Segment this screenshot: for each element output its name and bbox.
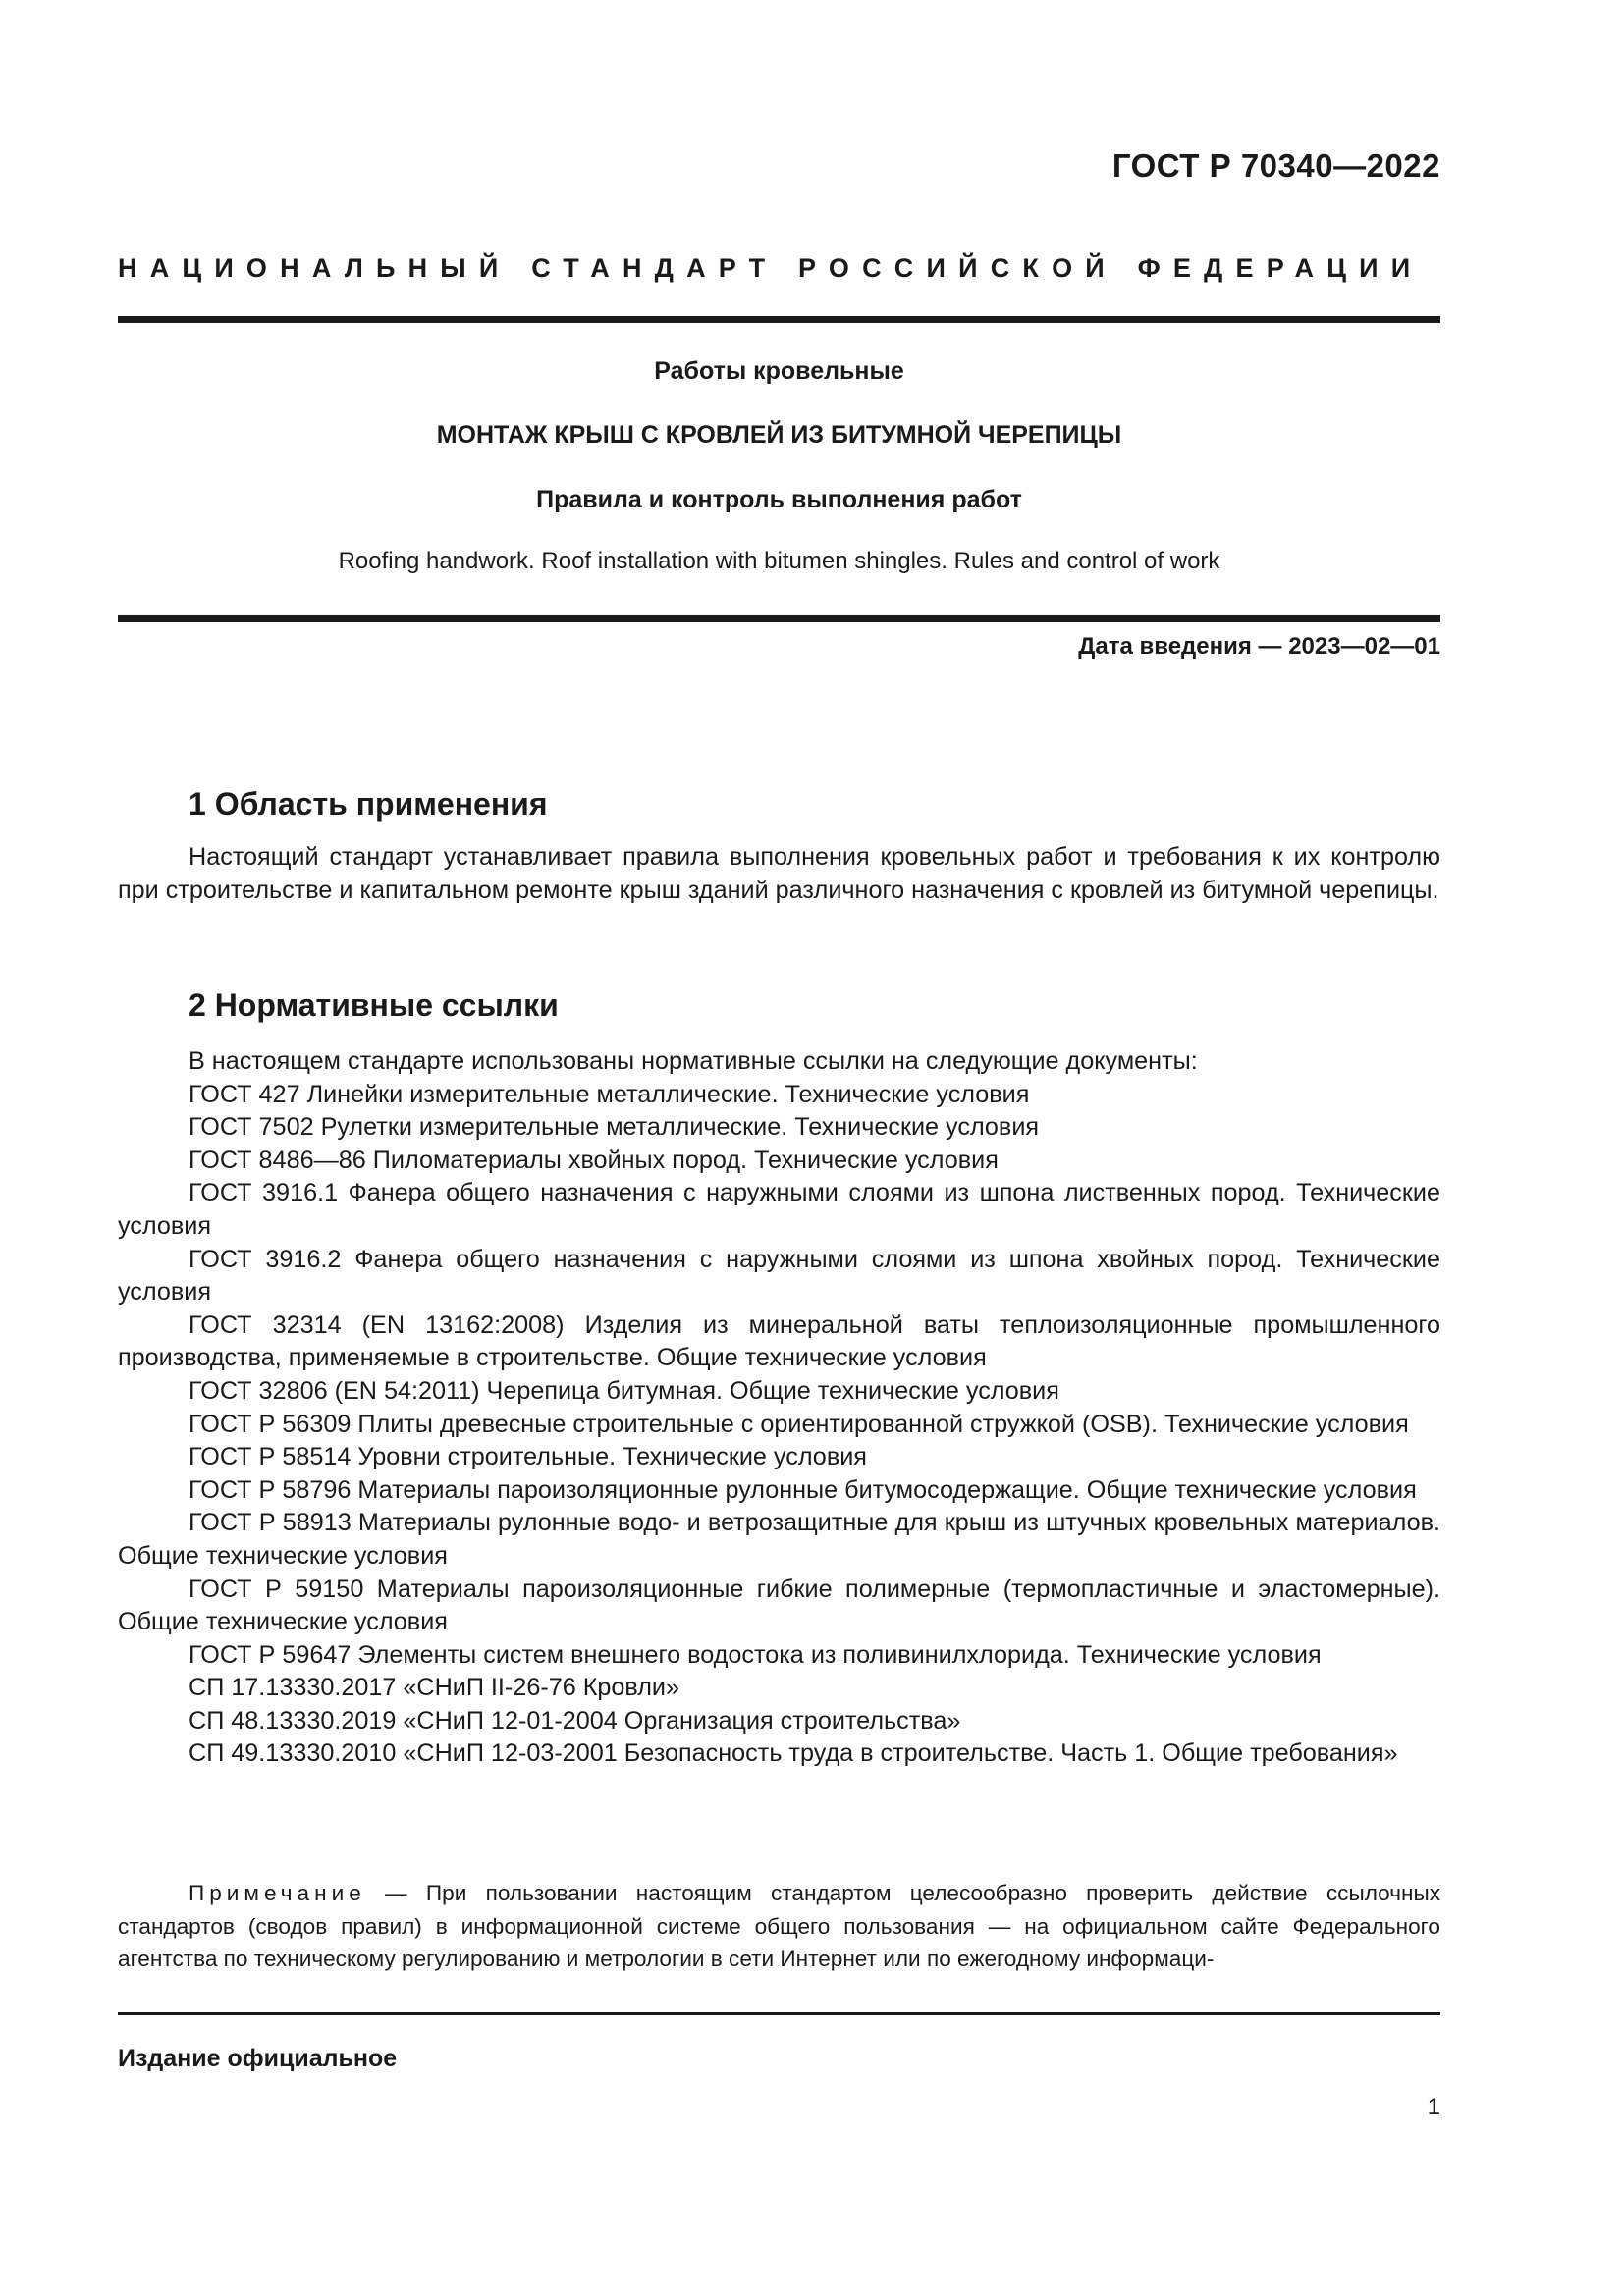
reference-item: ГОСТ 8486—86 Пиломатериалы хвойных пород. Технические условия xyxy=(189,1146,999,1174)
page-number: 1 xyxy=(1427,2094,1440,2120)
section-2-heading: 2 Нормативные ссылки xyxy=(189,988,559,1023)
title-sub: Правила и контроль выполнения работ xyxy=(536,486,1022,513)
introduction-date: Дата введения — 2023—02—01 xyxy=(1078,633,1440,660)
section-1-body xyxy=(118,841,1440,907)
title-group: Работы кровельные xyxy=(654,357,904,385)
note-block xyxy=(118,1877,1440,1976)
reference-item: ГОСТ 32314 (EN 13162:2008) Изделия из минеральной ваты теплоизоляционные промышленного производства, применяемые в строительстве. Общие технические условия xyxy=(118,1310,1440,1372)
section-1-text: Настоящий стандарт устанавливает правила выполнения кровельных работ и требования к их контролю при строительстве и капитальном ремонте крыш зданий различного назначения с кровлей из битумной черепицы. xyxy=(118,843,1440,904)
reference-item: ГОСТ 32806 (EN 54:2011) Черепица битумная. Общие технические условия xyxy=(189,1376,1059,1405)
title-main: МОНТАЖ КРЫШ С КРОВЛЕЙ ИЗ БИТУМНОЙ ЧЕРЕПИЦЫ xyxy=(436,421,1122,449)
reference-item: ГОСТ Р 58796 Материалы пароизоляционные рулонные битумосодержащие. Общие технические условия xyxy=(189,1475,1417,1504)
reference-item: ГОСТ 3916.2 Фанера общего назначения с наружными слоями из шпона хвойных пород. Технические условия xyxy=(118,1245,1440,1307)
section-1-heading: 1 Область применения xyxy=(189,786,548,822)
header-rule xyxy=(118,316,1440,323)
reference-item: ГОСТ 7502 Рулетки измерительные металлические. Технические условия xyxy=(189,1113,1040,1142)
reference-item: ГОСТ Р 58913 Материалы рулонные водо- и ветрозащитные для крыш из штучных кровельных материалов. Общие технические условия xyxy=(118,1509,1440,1570)
note-label: Примечание xyxy=(189,1881,366,1905)
footer-rule xyxy=(118,2012,1440,2015)
reference-item: ГОСТ Р 56309 Плиты древесные строительные с ориентированной стружкой (OSB). Технические условия xyxy=(189,1410,1409,1438)
title-rule xyxy=(118,615,1440,622)
reference-item: ГОСТ Р 59647 Элементы систем внешнего водостока из поливинилхлорида. Технические условия xyxy=(189,1640,1322,1669)
section-2-intro: В настоящем стандарте использованы нормативные ссылки на следующие документы: xyxy=(189,1047,1198,1075)
reference-item: СП 48.13330.2019 «СНиП 12-01-2004 Организация строительства» xyxy=(189,1706,961,1735)
national-standard-title: НАЦИОНАЛЬНЫЙ СТАНДАРТ РОССИЙСКОЙ ФЕДЕРАЦИИ xyxy=(118,253,1424,283)
reference-item: СП 49.13330.2010 «СНиП 12-03-2001 Безопасность труда в строительстве. Часть 1. Общие требования» xyxy=(189,1739,1398,1768)
title-english: Roofing handwork. Roof installation with bitumen shingles. Rules and control of work xyxy=(338,548,1220,574)
reference-item: ГОСТ Р 58514 Уровни строительные. Технические условия xyxy=(189,1443,867,1471)
reference-item: ГОСТ 3916.1 Фанера общего назначения с наружными слоями из шпона лиственных пород. Технические условия xyxy=(118,1179,1440,1240)
reference-item: СП 17.13330.2017 «СНиП II-26-76 Кровли» xyxy=(189,1674,679,1702)
reference-item: ГОСТ Р 59150 Материалы пароизоляционные гибкие полимерные (термопластичные и эластомерные). Общие технические условия xyxy=(118,1575,1440,1636)
standard-code: ГОСТ Р 70340—2022 xyxy=(1111,147,1440,184)
reference-item: ГОСТ 427 Линейки измерительные металлические. Технические условия xyxy=(189,1080,1030,1108)
official-edition-label: Издание официальное xyxy=(118,2045,398,2072)
section-2-body xyxy=(118,1045,1440,1771)
note-text: — При пользовании настоящим стандартом целесообразно проверить действие ссылочных стандартов (сводов правил) в информационной системе общего пользования — на официальном сайте Федерального агентства по техническому регулированию и метрологии в сети Интернет или по ежегодному информаци- xyxy=(118,1881,1440,1972)
